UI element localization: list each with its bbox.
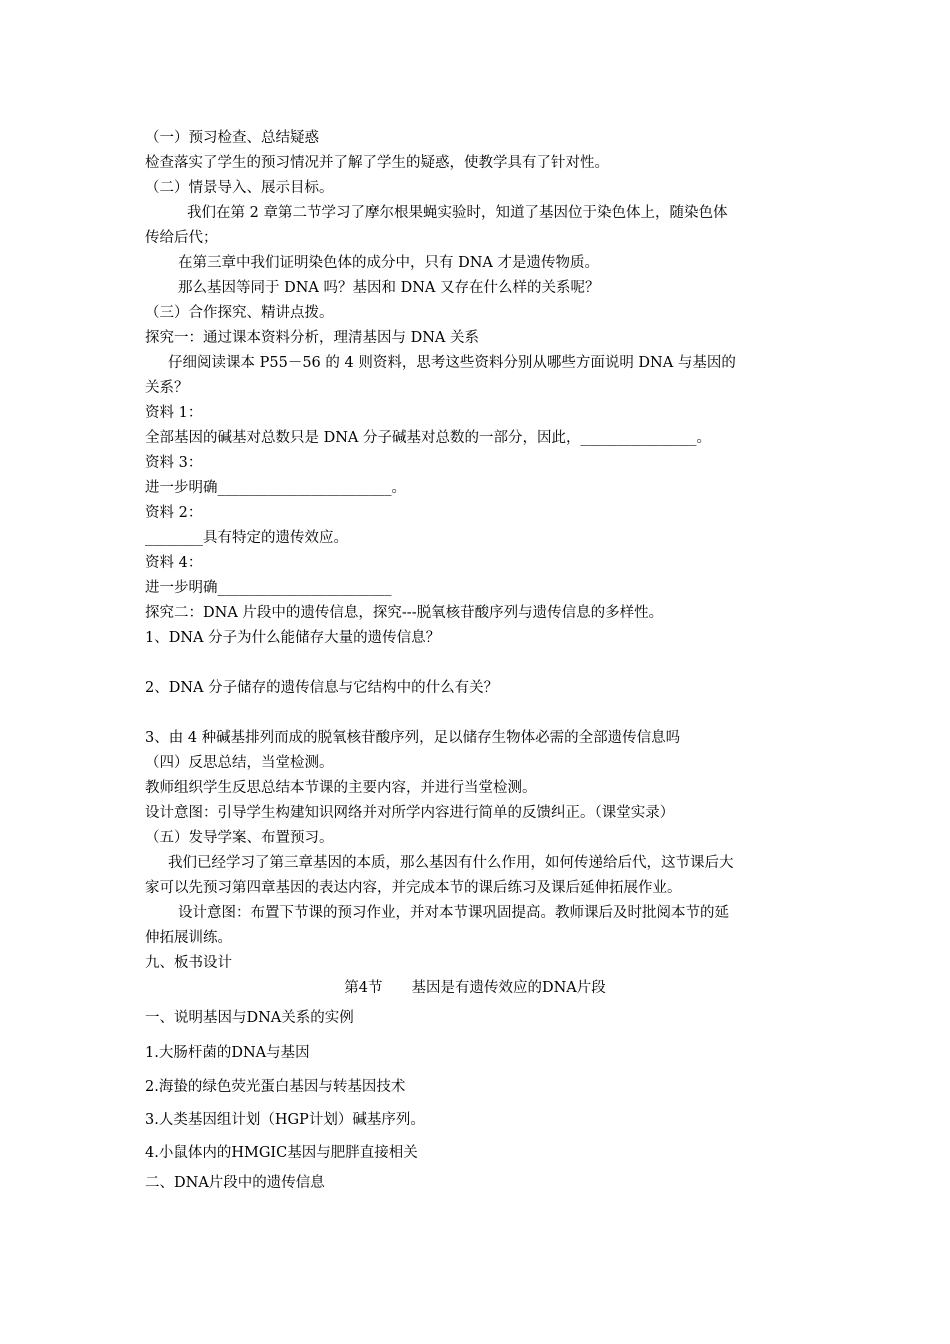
inquiry-two-title: 探究二：DNA 片段中的遗传信息，探究---脱氧核苷酸序列与遗传信息的多样性。 <box>145 605 664 621</box>
material-label: 资料 3： <box>145 455 203 471</box>
paragraph: 检查落实了学生的预习情况并了解了学生的疑惑，使教学具有了针对性。 <box>145 155 609 171</box>
fill-in-blank: 全部基因的碱基对总数只是 DNA 分子碱基对总数的一部分，因此，________________。 <box>145 430 712 446</box>
material-label: 资料 4： <box>145 555 203 571</box>
board-item: 一、说明基因与DNA关系的实例 <box>145 1010 354 1026</box>
paragraph: 设计意图：布置下节课的预习作业，并对本节课巩固提高。教师课后及时批阅本节的延 <box>178 905 729 921</box>
question: 3、由 4 种碱基排列而成的脱氧核苷酸序列，足以储存生物体必需的全部遗传信息吗 <box>145 730 681 746</box>
board-item: 二、DNA片段中的遗传信息 <box>145 1175 325 1191</box>
paragraph: 那么基因等同于 DNA 吗？基因和 DNA 又存在什么样的关系呢？ <box>178 280 600 296</box>
section-heading-preview: （一）预习检查、总结疑惑 <box>145 130 319 146</box>
board-item: 1.大肠杆菌的DNA与基因 <box>145 1045 310 1061</box>
question: 1、DNA 分子为什么能储存大量的遗传信息？ <box>145 630 441 646</box>
paragraph: 设计意图：引导学生构建知识网络并对所学内容进行简单的反馈纠正。（课堂实录） <box>145 805 675 821</box>
inquiry-one-title: 探究一：通过课本资料分析，理清基因与 DNA 关系 <box>145 330 480 346</box>
fill-in-blank: 进一步明确________________________。 <box>145 480 406 496</box>
material-label: 资料 2： <box>145 505 203 521</box>
board-item: 2.海蛰的绿色荧光蛋白基因与转基因技术 <box>145 1079 406 1095</box>
paragraph: 我们已经学习了第三章基因的本质，那么基因有什么作用，如何传递给后代，这节课后大 <box>168 855 734 871</box>
section-heading-assign: （五）发导学案、布置预习。 <box>145 830 334 846</box>
paragraph: 关系？ <box>145 380 189 396</box>
paragraph: 伸拓展训练。 <box>145 930 232 946</box>
paragraph: 在第三章中我们证明染色体的成分中，只有 DNA 才是遗传物质。 <box>178 255 600 271</box>
paragraph: 我们在第 2 章第二节学习了摩尔根果蝇实验时，知道了基因位于染色体上，随染色体 <box>187 205 728 221</box>
section-heading-intro: （二）情景导入、展示目标。 <box>145 180 334 196</box>
material-label: 资料 1： <box>145 405 203 421</box>
paragraph: 传给后代； <box>145 230 218 246</box>
section-heading-review: （四）反思总结，当堂检测。 <box>145 755 334 771</box>
paragraph: 教师组织学生反思总结本节课的主要内容，并进行当堂检测。 <box>145 780 537 796</box>
fill-in-blank: 进一步明确________________________ <box>145 580 392 596</box>
board-design-heading: 九、板书设计 <box>145 955 232 971</box>
paragraph: 家可以先预习第四章基因的表达内容，并完成本节的课后练习及课后延伸拓展作业。 <box>145 880 682 896</box>
board-item: 3.人类基因组计划（HGP计划）碱基序列。 <box>145 1112 425 1128</box>
paragraph: 仔细阅读课本 P55－56 的 4 则资料，思考这些资料分别从哪些方面说明 DNA 与基因的 <box>168 355 736 371</box>
board-title: 第4节 基因是有遗传效应的DNA片段 <box>344 980 606 996</box>
fill-in-blank: ________具有特定的遗传效应。 <box>145 530 348 546</box>
question: 2、DNA 分子储存的遗传信息与它结构中的什么有关？ <box>145 680 499 696</box>
section-heading-explore: （三）合作探究、精讲点拨。 <box>145 305 334 321</box>
board-item: 4.小鼠体内的HMGIC基因与肥胖直接相关 <box>145 1145 418 1161</box>
